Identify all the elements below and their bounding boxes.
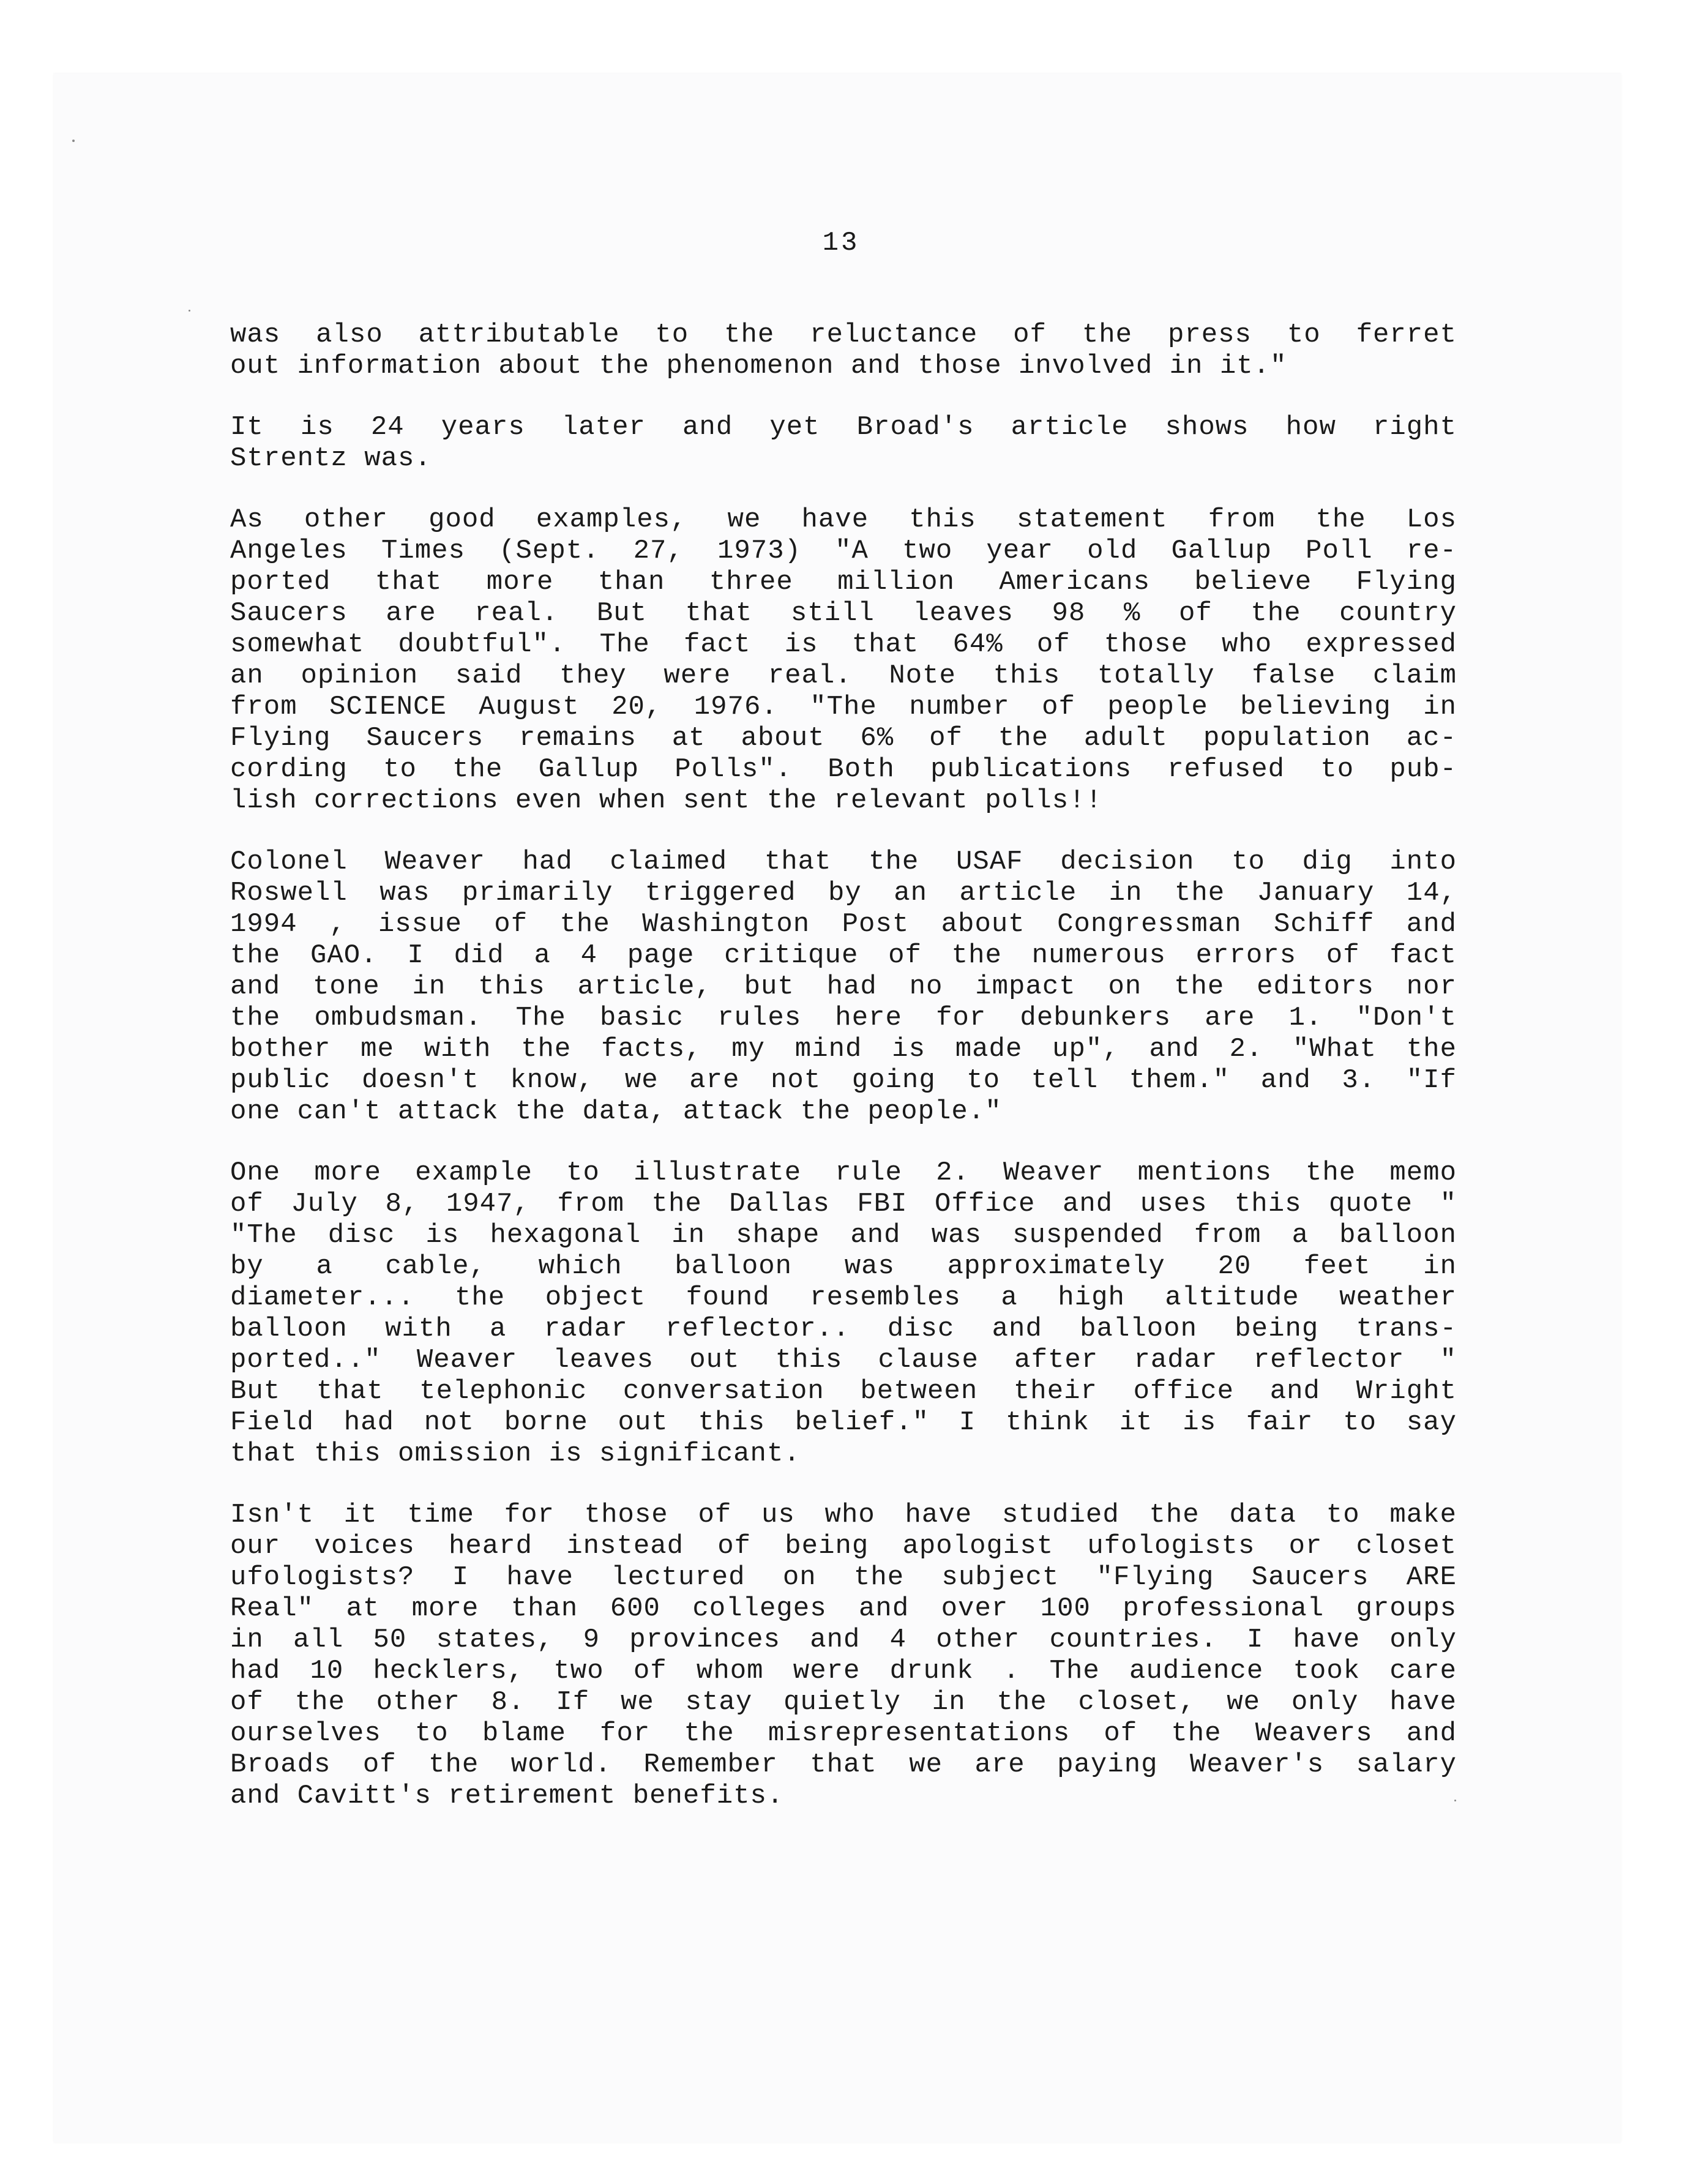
text-line: ported.." Weaver leaves out this clause after radar reflector " [230,1345,1457,1375]
text-line: in all 50 states, 9 provinces and 4 other countries. I have only [230,1625,1457,1655]
text-line: ufologists? I have lectured on the subject "Flying Saucers ARE [230,1562,1457,1593]
text-line: the GAO. I did a 4 page critique of the numerous errors of fact [230,940,1457,971]
text-line: cording to the Gallup Polls". Both publications refused to pub- [230,754,1457,785]
text-line: and Cavitt's retirement benefits. [230,1781,784,1811]
paper-speck [189,310,190,312]
text-line: of the other 8. If we stay quietly in the closet, we only have [230,1687,1457,1718]
text-line: from SCIENCE August 20, 1976. "The number of people believing in [230,692,1457,722]
text-line: somewhat doubtful". The fact is that 64% of those who expressed [230,629,1457,660]
text-line: It is 24 years later and yet Broad's article shows how right [230,412,1457,443]
text-line: Flying Saucers remains at about 6% of the adult population ac- [230,723,1457,754]
page-number: 13 [822,228,860,258]
text-line: balloon with a radar reflector.. disc and balloon being trans- [230,1314,1457,1344]
paper-speck [72,140,75,142]
text-line: an opinion said they were real. Note this totally false claim [230,660,1457,691]
text-line: bother me with the facts, my mind is made up", and 2. "What the [230,1034,1457,1064]
paragraph-gallup-poll [230,504,1457,817]
text-line: Isn't it time for those of us who have studied the data to make [230,1500,1457,1530]
text-line: public doesn't know, we are not going to tell them." and 3. "If [230,1065,1457,1096]
text-line: 1994 , issue of the Washington Post about Congressman Schiff and [230,909,1457,940]
text-line: Saucers are real. But that still leaves 98 % of the country [230,598,1457,629]
text-line: Angeles Times (Sept. 27, 1973) "A two year old Gallup Poll re- [230,536,1457,566]
text-line: ported that more than three million Americans believe Flying [230,567,1457,597]
text-line: had 10 hecklers, two of whom were drunk . The audience took care [230,1656,1457,1686]
paragraph-weaver-roswell [230,847,1457,1128]
paragraph-press-reluctance [230,320,1457,382]
text-line: Colonel Weaver had claimed that the USAF decision to dig into [230,847,1457,877]
text-line: out information about the phenomenon and those involved in it." [230,351,1287,381]
body-text [230,320,1457,1842]
paragraph-strentz [230,412,1457,474]
text-line: Roswell was primarily triggered by an article in the January 14, [230,878,1457,908]
text-line: As other good examples, we have this statement from the Los [230,504,1457,535]
text-line: by a cable, which balloon was approximately 20 feet in [230,1251,1457,1282]
text-line: of July 8, 1947, from the Dallas FBI Office and uses this quote " [230,1189,1457,1219]
text-line: one can't attack the data, attack the people." [230,1096,1002,1127]
text-line: our voices heard instead of being apologist ufologists or closet [230,1531,1457,1561]
text-line: was also attributable to the reluctance of the press to ferret [230,320,1457,350]
text-line: lish corrections even when sent the relevant polls!! [230,785,1103,816]
text-line: Real" at more than 600 colleges and over 100 professional groups [230,1593,1457,1624]
text-line: But that telephonic conversation between their office and Wright [230,1376,1457,1407]
paragraph-ufologists [230,1500,1457,1812]
text-line: that this omission is significant. [230,1438,801,1469]
text-line: the ombudsman. The basic rules here for debunkers are 1. "Don't [230,1003,1457,1033]
text-line: diameter... the object found resembles a high altitude weather [230,1282,1457,1313]
text-line: One more example to illustrate rule 2. Weaver mentions the memo [230,1157,1457,1188]
paragraph-fbi-memo [230,1157,1457,1470]
text-line: ourselves to blame for the misrepresentations of the Weavers and [230,1718,1457,1749]
text-line: Strentz was. [230,443,432,474]
text-line: and tone in this article, but had no impact on the editors nor [230,971,1457,1002]
text-line: Broads of the world. Remember that we are paying Weaver's salary [230,1749,1457,1780]
text-line: "The disc is hexagonal in shape and was suspended from a balloon [230,1220,1457,1251]
text-line: Field had not borne out this belief." I think it is fair to say [230,1407,1457,1438]
